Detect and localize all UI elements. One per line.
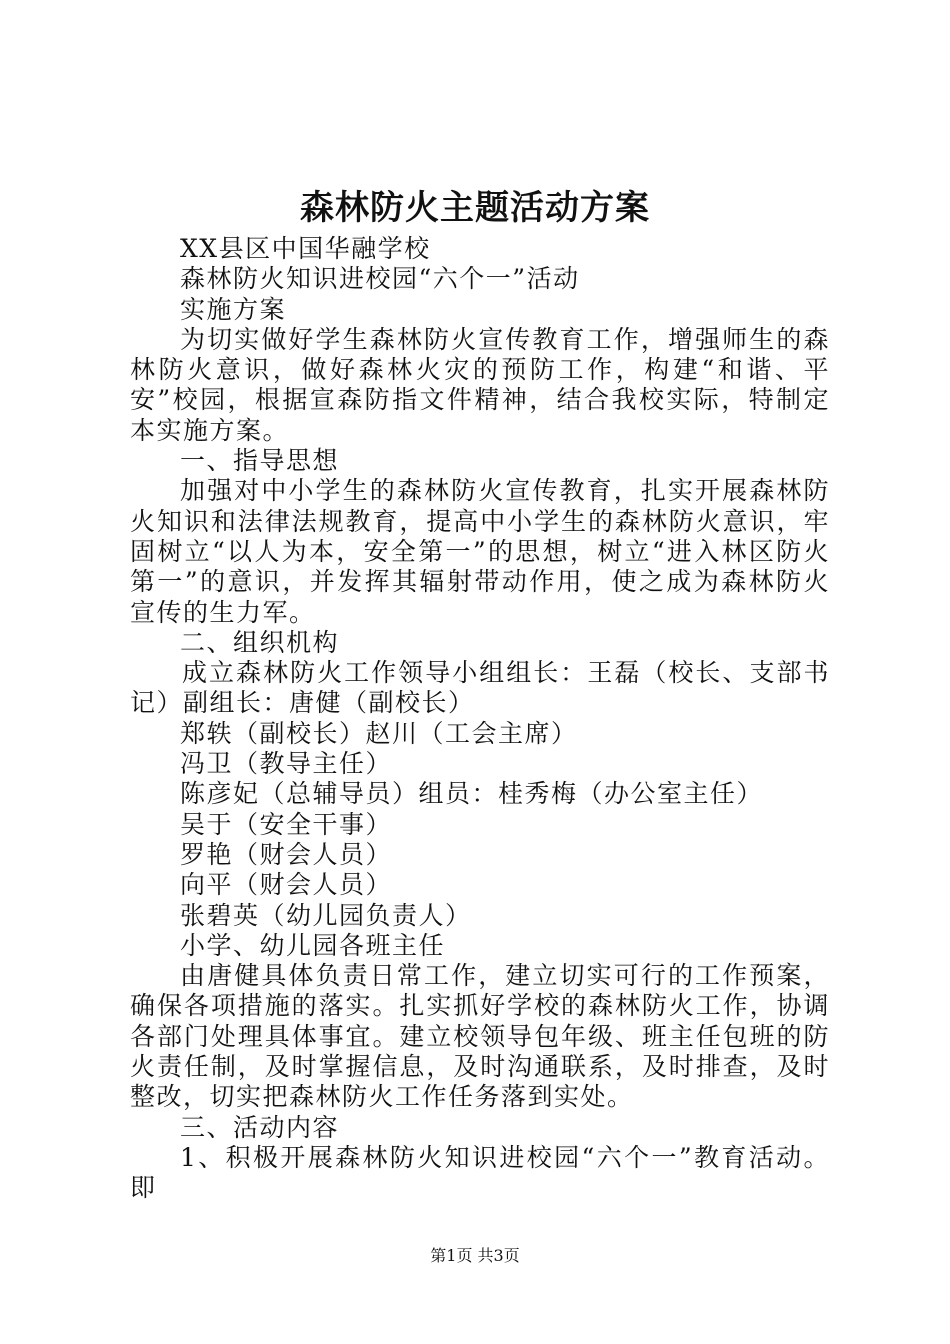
organization-member-line: 张碧英（幼儿园负责人）: [180, 900, 472, 930]
activity-name: 森林防火知识进校园“六个一”活动: [180, 264, 580, 294]
section-heading-activities: 三、活动内容: [180, 1112, 340, 1142]
document-body: [130, 234, 830, 1204]
section-heading-organization: 二、组织机构: [180, 627, 340, 657]
organization-member-line: 冯卫（教导主任）: [180, 749, 393, 779]
section-heading-guiding-thought: 一、指导思想: [180, 446, 340, 476]
organization-member-line: 向平（财会人员）: [180, 870, 393, 900]
document-title: 森林防火主题活动方案: [300, 188, 650, 228]
activity-item-1: 1、积极开展森林防火知识进校园“六个一”教育活动。即: [130, 1142, 830, 1203]
organization-member-line: 陈彦妃（总辅导员）组员：桂秀梅（办公室主任）: [180, 779, 764, 809]
school-name: XX县区中国华融学校: [180, 234, 431, 263]
intro-paragraph: 为切实做好学生森林防火宣传教育工作，增强师生的森林防火意识，做好森林火灾的预防工作，构建“和谐、平安”校园，根据宣森防指文件精神，结合我校实际，特制定本实施方案。: [130, 324, 830, 445]
organization-member-line: 吴于（安全干事）: [180, 809, 393, 839]
page-footer: 第1页 共3页: [430, 1246, 520, 1265]
guiding-thought-paragraph: 加强对中小学生的森林防火宣传教育，扎实开展森林防火知识和法律法规教育，提高中小学生的森林防火意识，牢固树立“以人为本，安全第一”的思想，树立“进入林区防火第一”的意识，并发挥其辐射带动作用，使之成为森林防火宣传的生力军。: [130, 476, 830, 627]
organization-member-line: 罗艳（财会人员）: [180, 839, 393, 869]
organization-leader-line: 成立森林防火工作领导小组组长：王磊（校长、支部书记）副组长：唐健（副校长）: [130, 658, 830, 718]
responsibility-paragraph: 由唐健具体负责日常工作，建立切实可行的工作预案，确保各项措施的落实。扎实抓好学校的森林防火工作，协调各部门处理具体事宜。建立校领导包年级、班主任包班的防火责任制，及时掌握信息，及时沟通联系，及时排查，及时整改，切实把森林防火工作任务落到实处。: [130, 961, 830, 1112]
organization-member-line: 郑轶（副校长）赵川（工会主席）: [180, 718, 578, 748]
organization-member-line: 小学、幼儿园各班主任: [180, 930, 446, 960]
plan-label: 实施方案: [180, 294, 287, 324]
